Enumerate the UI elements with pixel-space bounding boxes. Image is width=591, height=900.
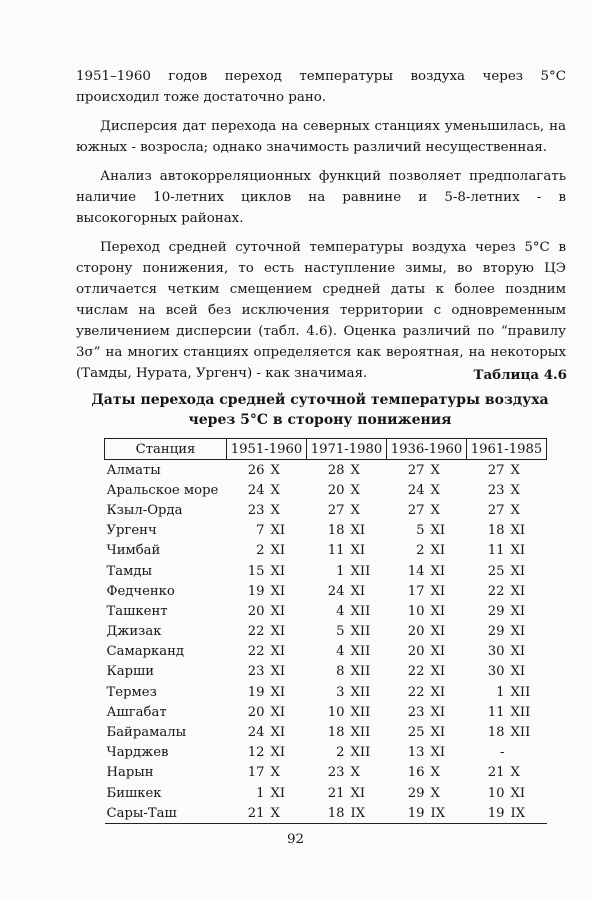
month-cell: XI bbox=[430, 583, 446, 599]
month-cell: IX bbox=[511, 803, 547, 824]
month-cell: XI bbox=[270, 624, 286, 640]
day-cell: 24 bbox=[247, 482, 265, 498]
month-cell: XI bbox=[430, 704, 446, 720]
station-name: Аральское море bbox=[106, 482, 219, 498]
month-cell: XI bbox=[430, 725, 446, 741]
station-name: Джизак bbox=[106, 624, 162, 640]
month-cell: X bbox=[350, 462, 360, 478]
day-cell: 22 bbox=[487, 583, 505, 599]
table-row bbox=[105, 783, 547, 803]
table-caption bbox=[80, 390, 560, 430]
table-row bbox=[105, 500, 547, 520]
day-cell: 10 bbox=[327, 704, 345, 720]
day-cell: 21 bbox=[487, 765, 505, 781]
day-cell: 27 bbox=[487, 502, 505, 518]
month-cell: XI bbox=[350, 523, 366, 539]
day-cell: 21 bbox=[227, 803, 271, 824]
month-cell: XI bbox=[430, 684, 446, 700]
station-name: Нарын bbox=[106, 765, 154, 781]
month-cell: X bbox=[270, 765, 280, 781]
day-cell: 20 bbox=[247, 603, 265, 619]
table-row bbox=[105, 743, 547, 763]
month-cell: XII bbox=[350, 603, 371, 619]
table-row bbox=[105, 541, 547, 561]
station-name: Тамды bbox=[106, 563, 153, 579]
station-name: Карши bbox=[106, 664, 155, 680]
day-cell: 23 bbox=[247, 664, 265, 680]
table-row bbox=[105, 763, 547, 783]
month-cell: XI bbox=[270, 704, 286, 720]
station-name: Самарканд bbox=[106, 644, 185, 660]
day-cell: 17 bbox=[407, 583, 425, 599]
month-cell: X bbox=[270, 482, 280, 498]
month-cell: XI bbox=[510, 785, 526, 801]
day-cell: 24 bbox=[407, 482, 425, 498]
day-cell: - bbox=[500, 745, 505, 761]
table-row bbox=[105, 702, 547, 722]
day-cell: 27 bbox=[487, 462, 505, 478]
caption-line: через 5°С в сторону понижения bbox=[188, 412, 452, 428]
day-cell: 16 bbox=[407, 765, 425, 781]
data-table bbox=[104, 438, 547, 824]
month-cell: X bbox=[430, 785, 440, 801]
day-cell: 23 bbox=[487, 482, 505, 498]
month-cell: XI bbox=[430, 664, 446, 680]
table-body bbox=[105, 460, 547, 824]
month-cell: XI bbox=[430, 563, 446, 579]
day-cell: 18 bbox=[327, 725, 345, 741]
day-cell: 23 bbox=[327, 765, 345, 781]
month-cell: XI bbox=[270, 745, 286, 761]
month-cell: XI bbox=[270, 543, 286, 559]
month-cell: X bbox=[271, 803, 307, 824]
table-row bbox=[105, 480, 547, 500]
day-cell: 18 bbox=[487, 725, 505, 741]
month-cell: X bbox=[510, 462, 520, 478]
day-cell: 29 bbox=[487, 603, 505, 619]
day-cell: 29 bbox=[407, 785, 425, 801]
station-name: Термез bbox=[106, 684, 157, 700]
day-cell: 25 bbox=[487, 563, 505, 579]
day-cell: 22 bbox=[407, 684, 425, 700]
header-period: 1951-1960 bbox=[227, 439, 307, 460]
month-cell: XI bbox=[430, 523, 446, 539]
month-cell: XII bbox=[350, 745, 371, 761]
month-cell: XII bbox=[350, 684, 371, 700]
day-cell: 20 bbox=[407, 644, 425, 660]
day-cell: 18 bbox=[327, 523, 345, 539]
day-cell: 28 bbox=[327, 462, 345, 478]
day-cell: 23 bbox=[247, 502, 265, 518]
day-cell: 25 bbox=[407, 725, 425, 741]
day-cell: 20 bbox=[247, 704, 265, 720]
day-cell: 11 bbox=[487, 543, 505, 559]
day-cell: 10 bbox=[487, 785, 505, 801]
table-row bbox=[105, 642, 547, 662]
day-cell: 20 bbox=[327, 482, 345, 498]
month-cell: XII bbox=[350, 563, 371, 579]
month-cell: XII bbox=[510, 704, 531, 720]
month-cell: XI bbox=[350, 543, 366, 559]
month-cell: XI bbox=[510, 563, 526, 579]
station-name: Федченко bbox=[106, 583, 175, 599]
day-cell: 21 bbox=[327, 785, 345, 801]
month-cell: IX bbox=[351, 803, 387, 824]
station-name: Байрамалы bbox=[106, 725, 187, 741]
day-cell: 27 bbox=[407, 502, 425, 518]
month-cell: X bbox=[510, 765, 520, 781]
day-cell: 22 bbox=[407, 664, 425, 680]
month-cell: X bbox=[510, 502, 520, 518]
month-cell: XI bbox=[510, 523, 526, 539]
paragraph: Переход средней суточной температуры воздуха через 5°С в сторону понижения, то есть наступление зимы, во вторую ЦЭ отличается четким смещением средней даты к более поздним числам на всей без исключения территории с одновременным увеличением дисперсии (табл. 4.6). Оценка различий по “правилу 3σ” на многих станциях определяется как вероятная, на некоторых (Тамды, Нурата, Ургенч) - как значимая. bbox=[76, 240, 566, 381]
month-cell: X bbox=[430, 482, 440, 498]
month-cell: XI bbox=[270, 644, 286, 660]
day-cell: 12 bbox=[247, 745, 265, 761]
day-cell: 4 bbox=[336, 603, 345, 619]
month-cell: XI bbox=[510, 543, 526, 559]
day-cell: 20 bbox=[407, 624, 425, 640]
month-cell: X bbox=[430, 462, 440, 478]
month-cell: XI bbox=[430, 624, 446, 640]
month-cell: XII bbox=[350, 664, 371, 680]
table-label: Таблица 4.6 bbox=[473, 367, 567, 383]
day-cell: 19 bbox=[247, 684, 265, 700]
paragraph: Анализ автокорреляционных функций позволяет предполагать наличие 10-летних циклов на равнине и 5-8-летних - в высокогорных районах. bbox=[76, 169, 566, 226]
month-cell: XI bbox=[510, 664, 526, 680]
month-cell: XI bbox=[270, 725, 286, 741]
paragraph: Дисперсия дат перехода на северных станциях уменьшилась, на южных - возросла; однако значимость различий несущественная. bbox=[76, 119, 566, 155]
month-cell: X bbox=[430, 765, 440, 781]
header-period: 1961-1985 bbox=[467, 439, 547, 460]
day-cell: 13 bbox=[407, 745, 425, 761]
day-cell: 19 bbox=[467, 803, 511, 824]
station-name: Ашгабат bbox=[106, 704, 167, 720]
day-cell: 24 bbox=[327, 583, 345, 599]
body-text bbox=[76, 66, 566, 392]
month-cell: XII bbox=[350, 644, 371, 660]
caption-line: Даты перехода средней суточной температуры воздуха bbox=[91, 392, 549, 408]
table-row bbox=[105, 662, 547, 682]
day-cell: 30 bbox=[487, 664, 505, 680]
day-cell: 10 bbox=[407, 603, 425, 619]
table-row bbox=[105, 601, 547, 621]
day-cell: 24 bbox=[247, 725, 265, 741]
day-cell: 19 bbox=[247, 583, 265, 599]
day-cell: 26 bbox=[247, 462, 265, 478]
day-cell: 17 bbox=[247, 765, 265, 781]
table-row bbox=[105, 682, 547, 702]
header-station: Станция bbox=[105, 439, 227, 460]
month-cell: XI bbox=[270, 563, 286, 579]
table-row bbox=[105, 581, 547, 601]
day-cell: 18 bbox=[307, 803, 351, 824]
header-period: 1971-1980 bbox=[307, 439, 387, 460]
day-cell: 5 bbox=[336, 624, 345, 640]
day-cell: 14 bbox=[407, 563, 425, 579]
day-cell: 7 bbox=[256, 523, 265, 539]
month-cell: X bbox=[350, 482, 360, 498]
day-cell: 5 bbox=[416, 523, 425, 539]
month-cell: XI bbox=[510, 603, 526, 619]
month-cell: XII bbox=[510, 725, 531, 741]
station-name: Алматы bbox=[106, 462, 161, 478]
day-cell: 11 bbox=[487, 704, 505, 720]
station-name: Сары-Таш bbox=[105, 803, 227, 824]
month-cell: IX bbox=[431, 803, 467, 824]
month-cell: X bbox=[430, 502, 440, 518]
month-cell: XI bbox=[430, 603, 446, 619]
month-cell: XI bbox=[430, 644, 446, 660]
month-cell: XI bbox=[510, 644, 526, 660]
month-cell: XI bbox=[270, 603, 286, 619]
month-cell: XII bbox=[350, 624, 371, 640]
month-cell: X bbox=[350, 502, 360, 518]
month-cell: XI bbox=[430, 745, 446, 761]
day-cell: 2 bbox=[256, 543, 265, 559]
day-cell: 27 bbox=[407, 462, 425, 478]
day-cell: 15 bbox=[247, 563, 265, 579]
table-header-row bbox=[105, 439, 547, 460]
day-cell: 1 bbox=[496, 684, 505, 700]
month-cell: XI bbox=[270, 523, 286, 539]
day-cell: 22 bbox=[247, 624, 265, 640]
month-cell: XII bbox=[510, 684, 531, 700]
station-name: Чимбай bbox=[106, 543, 161, 559]
month-cell: XI bbox=[350, 785, 366, 801]
month-cell: X bbox=[270, 502, 280, 518]
day-cell: 3 bbox=[336, 684, 345, 700]
day-cell: 18 bbox=[487, 523, 505, 539]
paragraph: 1951–1960 годов переход температуры воздуха через 5°С происходил тоже достаточно рано. bbox=[76, 69, 566, 105]
month-cell: XI bbox=[430, 543, 446, 559]
station-name: Чарджев bbox=[106, 745, 169, 761]
month-cell: X bbox=[350, 765, 360, 781]
day-cell: 2 bbox=[416, 543, 425, 559]
day-cell: 23 bbox=[407, 704, 425, 720]
month-cell: XI bbox=[510, 624, 526, 640]
month-cell: XI bbox=[270, 684, 286, 700]
month-cell: XI bbox=[510, 583, 526, 599]
day-cell: 1 bbox=[256, 785, 265, 801]
day-cell: 19 bbox=[387, 803, 431, 824]
month-cell bbox=[511, 743, 547, 763]
day-cell: 29 bbox=[487, 624, 505, 640]
table-row bbox=[105, 803, 547, 824]
day-cell: 11 bbox=[327, 543, 345, 559]
day-cell: 1 bbox=[336, 563, 345, 579]
month-cell: XI bbox=[270, 583, 286, 599]
month-cell: XII bbox=[350, 704, 371, 720]
day-cell: 22 bbox=[247, 644, 265, 660]
page-number: 92 bbox=[286, 832, 305, 847]
month-cell: X bbox=[270, 462, 280, 478]
month-cell: X bbox=[510, 482, 520, 498]
header-period: 1936-1960 bbox=[387, 439, 467, 460]
day-cell: 27 bbox=[327, 502, 345, 518]
month-cell: XII bbox=[350, 725, 371, 741]
table-row bbox=[105, 460, 547, 481]
table-row bbox=[105, 722, 547, 742]
month-cell: XI bbox=[270, 664, 286, 680]
station-name: Ургенч bbox=[106, 523, 157, 539]
station-name: Бишкек bbox=[106, 785, 162, 801]
day-cell: 30 bbox=[487, 644, 505, 660]
day-cell: 4 bbox=[336, 644, 345, 660]
table-row bbox=[105, 622, 547, 642]
month-cell: XI bbox=[270, 785, 286, 801]
day-cell: 8 bbox=[336, 664, 345, 680]
day-cell: 2 bbox=[336, 745, 345, 761]
station-name: Кзыл-Орда bbox=[106, 502, 183, 518]
table-row bbox=[105, 561, 547, 581]
table-row bbox=[105, 521, 547, 541]
month-cell: XI bbox=[350, 583, 366, 599]
station-name: Ташкент bbox=[106, 603, 168, 619]
